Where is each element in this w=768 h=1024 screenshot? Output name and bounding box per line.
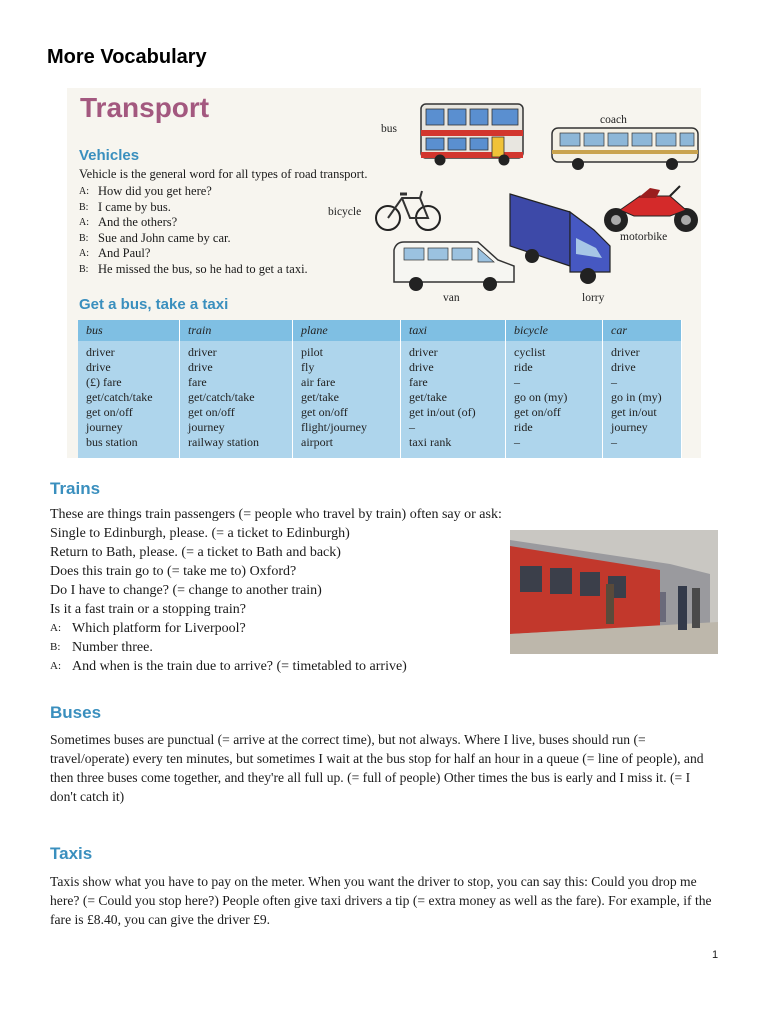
trains-phrase: Does this train go to (= take me to) Oxford? [50,564,297,579]
trains-phrase: Single to Edinburgh, please. (= a ticket to Edinburgh) [50,526,350,541]
trains-phrase: Is it a fast train or a stopping train? [50,602,246,617]
column-header: train [180,320,293,341]
dialogue-line: A: And the others? [79,215,178,229]
dialogue-line: A: How did you get here? [79,184,212,198]
dialogue-line: A: Which platform for Liverpool? [50,621,246,636]
taxis-heading: Taxis [50,844,93,863]
dialogue-line: A: And Paul? [79,246,151,260]
table-column-cell: driver drive (£) fare get/catch/take get on/off journey bus station [78,341,180,458]
trains-intro: These are things train passengers (= people who travel by train) often say or ask: [50,507,502,522]
motorbike-label: motorbike [620,231,668,243]
column-header: plane [293,320,401,341]
bicycle-label: bicycle [328,206,362,218]
table-column-cell: pilot fly air fare get/take get on/off flight/journey airport [293,341,401,458]
table-column-cell: driver drive – go in (my) get in/out journey – [603,341,682,458]
transport-vocabulary-table [78,320,682,458]
dialogue-line: B: Sue and John came by car. [79,230,231,245]
lorry-label: lorry [582,292,605,304]
buses-paragraph: Sometimes buses are punctual (= arrive at the correct time), but not always. Where I live, buses should run (= travel/operate) every ten minutes, but sometimes I wait at the bus stop for half an hour in a queue (= line of people), and then three buses come together, and they're all full up. (= full of people) Other times the bus is early and I miss it. (= I don't catch it) [50,732,704,804]
buses-heading: Buses [50,703,102,722]
trains-phrase: Do I have to change? (= change to another train) [50,583,322,598]
vehicles-intro: Vehicle is the general word for all types of road transport. [79,167,368,181]
bicycle-illustration [374,186,442,234]
column-header: car [603,320,682,341]
bus-label: bus [381,123,397,135]
train-platform-photo [510,530,718,654]
taxis-paragraph: Taxis show what you have to pay on the meter. When you want the driver to stop, you can say this: Could you drop me here? (= Could you stop here?) People often give taxi drivers a tip (= extra money as well as the fare). For example, if the fare is £8.40, you can give the driver £9. [50,874,712,927]
column-header: bus [78,320,180,341]
van-label: van [443,292,460,304]
coach-illustration [550,124,702,172]
table-column-cell: driver drive fare get/catch/take get on/off journey railway station [180,341,293,458]
transport-title: Transport [80,92,210,123]
vehicles-heading: Vehicles [79,147,140,164]
vehicles-dialogue [79,184,308,277]
dialogue-line: A: And when is the train due to arrive? (= timetabled to arrive) [50,659,407,674]
trains-phrase: Return to Bath, please. (= a ticket to Bath and back) [50,545,341,560]
page-number: 1 [712,949,719,961]
column-header: bicycle [506,320,603,341]
page-heading: More Vocabulary [47,46,207,68]
double-decker-bus-illustration [418,100,528,166]
dialogue-line: B: He missed the bus, so he had to get a taxi. [79,261,308,276]
column-header: taxi [401,320,506,341]
table-heading: Get a bus, take a taxi [79,296,229,313]
dialogue-line: B: I came by bus. [79,199,171,214]
table-column-cell: cyclist ride – go on (my) get on/off ride – [506,341,603,458]
coach-label: coach [600,114,627,126]
dialogue-line: B: Number three. [50,640,153,655]
table-row [78,341,682,458]
motorbike-illustration [600,180,704,236]
trains-heading: Trains [50,479,101,498]
table-column-cell: driver drive fare get/take get in/out (of) – taxi rank [401,341,506,458]
table-header-row [78,320,682,341]
van-illustration [390,236,518,294]
